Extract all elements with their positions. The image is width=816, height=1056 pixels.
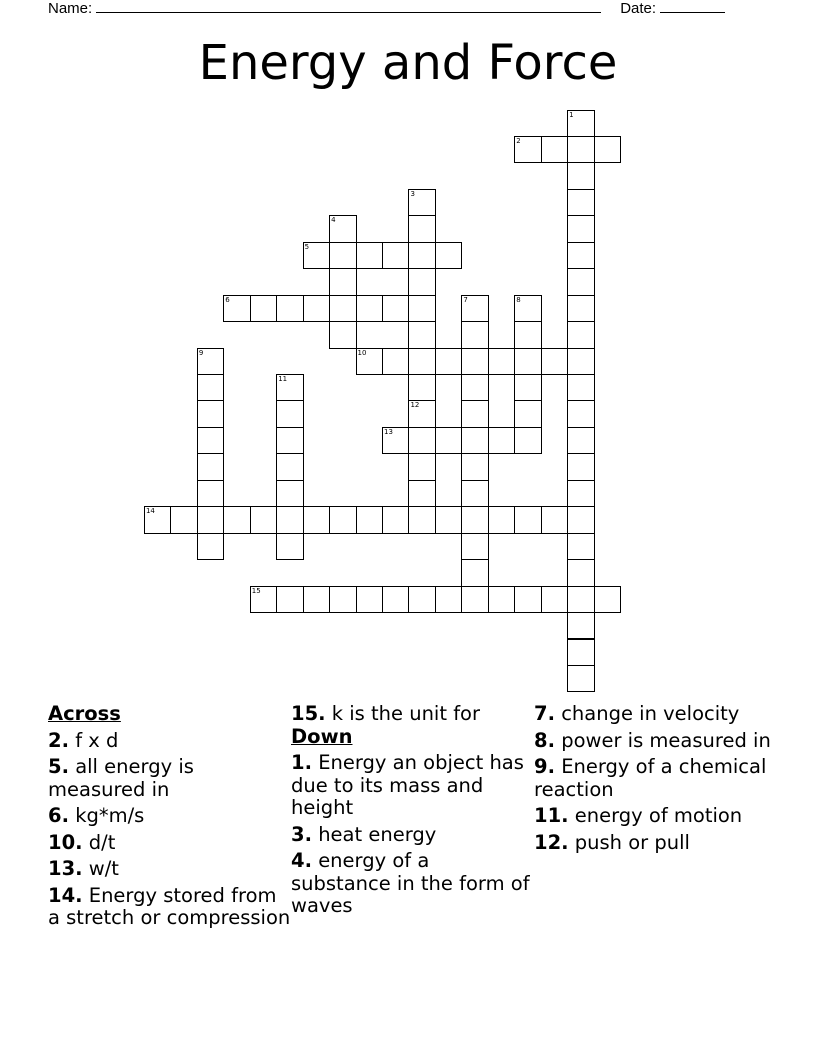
grid-cell[interactable] <box>276 453 303 480</box>
grid-cell[interactable] <box>514 374 541 401</box>
grid-cell[interactable] <box>329 215 356 242</box>
grid-cell[interactable] <box>567 268 594 295</box>
grid-cell[interactable] <box>488 427 515 454</box>
clue-column-3 <box>534 703 777 934</box>
grid-cell[interactable] <box>408 374 435 401</box>
grid-cell[interactable] <box>435 348 462 375</box>
grid-cell[interactable] <box>356 348 383 375</box>
grid-cell[interactable] <box>303 295 330 322</box>
grid-cell[interactable] <box>567 427 594 454</box>
grid-cell[interactable] <box>382 348 409 375</box>
grid-cell[interactable] <box>408 400 435 427</box>
grid-cell[interactable] <box>567 453 594 480</box>
grid-cell[interactable] <box>567 480 594 507</box>
clue-across-10: 10. d/t <box>48 830 116 854</box>
grid-cell[interactable] <box>488 586 515 613</box>
grid-cell[interactable] <box>567 506 594 533</box>
clue-number: 3 <box>410 189 415 198</box>
grid-cell[interactable] <box>408 268 435 295</box>
grid-cell[interactable] <box>250 506 277 533</box>
clue-number: 2 <box>516 136 521 145</box>
grid-cell[interactable] <box>567 639 594 666</box>
grid-cell[interactable] <box>567 374 594 401</box>
grid-cell[interactable] <box>461 586 488 613</box>
grid-cell[interactable] <box>567 295 594 322</box>
grid-cell[interactable] <box>514 321 541 348</box>
clue-number: 8 <box>516 295 521 304</box>
grid-cell[interactable] <box>197 374 224 401</box>
grid-cell[interactable] <box>329 268 356 295</box>
grid-cell[interactable] <box>382 586 409 613</box>
grid-cell[interactable] <box>329 321 356 348</box>
grid-cell[interactable] <box>329 242 356 269</box>
date-label: Date: <box>620 0 657 17</box>
grid-cell[interactable] <box>514 136 541 163</box>
clue-number: 15 <box>251 586 261 595</box>
grid-cell[interactable] <box>408 321 435 348</box>
grid-cell[interactable] <box>382 506 409 533</box>
grid-cell[interactable] <box>197 348 224 375</box>
grid-cell[interactable] <box>435 427 462 454</box>
grid-cell[interactable] <box>594 136 621 163</box>
grid-cell[interactable] <box>408 427 435 454</box>
grid-cell[interactable] <box>329 506 356 533</box>
grid-cell[interactable] <box>567 110 594 137</box>
clue-number: 9 <box>198 348 204 357</box>
grid-cell[interactable] <box>541 586 568 613</box>
down-heading: Down <box>291 724 353 748</box>
grid-cell[interactable] <box>514 348 541 375</box>
grid-cell[interactable] <box>567 321 594 348</box>
clue-number: 14 <box>145 507 155 516</box>
grid-cell[interactable] <box>541 136 568 163</box>
grid-cell[interactable] <box>276 400 303 427</box>
grid-cell[interactable] <box>461 533 488 560</box>
clue-number: 13 <box>384 427 393 436</box>
clue-down-4: 4. energy of a substance in the form of waves <box>291 849 530 917</box>
grid-cell[interactable] <box>329 586 356 613</box>
clue-number: 7 <box>463 295 468 304</box>
grid-cell[interactable] <box>276 427 303 454</box>
clue-down-1: 1. Energy an object has due to its mass and height <box>291 751 524 819</box>
grid-cell[interactable] <box>461 480 488 507</box>
grid-cell[interactable] <box>567 586 594 613</box>
grid-cell[interactable] <box>541 348 568 375</box>
grid-cell[interactable] <box>408 506 435 533</box>
clue-number: 11 <box>278 375 288 383</box>
clue-list <box>48 703 788 934</box>
grid-cell[interactable] <box>303 506 330 533</box>
clue-across-13: 13. w/t <box>48 857 119 880</box>
grid-cell[interactable] <box>514 400 541 427</box>
grid-cell[interactable] <box>514 295 541 322</box>
grid-cell[interactable] <box>488 348 515 375</box>
grid-cell[interactable] <box>461 453 488 480</box>
clue-across-2: 2. f x d <box>48 728 119 752</box>
clue-down-8: 8. power is measured in <box>534 728 771 752</box>
clue-down-12: 12. push or pull <box>534 830 690 854</box>
name-label: Name: <box>48 0 93 17</box>
grid-cell[interactable] <box>197 533 224 560</box>
grid-cell[interactable] <box>594 586 621 613</box>
clue-across-14: 14. Energy stored from a stretch or compression <box>48 883 291 929</box>
clue-column-1 <box>48 703 291 934</box>
clue-number: 1 <box>569 110 574 119</box>
grid-cell[interactable] <box>276 295 303 322</box>
grid-cell[interactable] <box>382 242 409 269</box>
grid-cell[interactable] <box>408 348 435 375</box>
grid-cell[interactable] <box>567 612 594 639</box>
grid-cell[interactable] <box>488 506 515 533</box>
grid-cell[interactable] <box>408 480 435 507</box>
grid-cell[interactable] <box>408 215 435 242</box>
clue-number: 12 <box>410 401 420 410</box>
grid-cell[interactable] <box>250 586 277 613</box>
grid-cell[interactable] <box>276 533 303 560</box>
grid-cell[interactable] <box>408 586 435 613</box>
grid-cell[interactable] <box>461 295 488 322</box>
grid-cell[interactable] <box>435 506 462 533</box>
clue-across-5: 5. all energy is measured in <box>48 755 194 801</box>
grid-cell[interactable] <box>329 295 356 322</box>
grid-cell[interactable] <box>408 189 435 216</box>
clue-down-3: 3. heat energy <box>291 822 437 846</box>
grid-cell[interactable] <box>197 453 224 480</box>
clue-number: 10 <box>357 348 367 357</box>
clue-down-7: 7. change in velocity <box>534 702 740 725</box>
page-title: Energy and Force <box>198 35 618 91</box>
grid-cell[interactable] <box>461 400 488 427</box>
grid-cell[interactable] <box>197 427 224 454</box>
clue-number: 6 <box>225 295 230 304</box>
clue-column-2 <box>291 703 534 934</box>
grid-cell[interactable] <box>276 586 303 613</box>
grid-cell[interactable] <box>435 586 462 613</box>
grid-cell[interactable] <box>461 374 488 401</box>
grid-cell[interactable] <box>461 427 488 454</box>
grid-cell[interactable] <box>461 348 488 375</box>
grid-cell[interactable] <box>408 242 435 269</box>
grid-cell[interactable] <box>303 242 330 269</box>
grid-cell[interactable] <box>144 506 171 533</box>
grid-cell[interactable] <box>197 506 224 533</box>
grid-cell[interactable] <box>567 162 594 189</box>
grid-cell[interactable] <box>170 506 197 533</box>
grid-cell[interactable] <box>567 559 594 586</box>
grid-cell[interactable] <box>567 189 594 216</box>
grid-cell[interactable] <box>567 136 594 163</box>
grid-cell[interactable] <box>223 506 250 533</box>
grid-cell[interactable] <box>382 427 409 454</box>
clue-down-9: 9. Energy of a chemical reaction <box>534 755 767 801</box>
clue-across-6: 6. kg*m/s <box>48 804 145 827</box>
grid-cell[interactable] <box>408 453 435 480</box>
grid-cell[interactable] <box>461 506 488 533</box>
grid-cell[interactable] <box>461 321 488 348</box>
grid-cell[interactable] <box>567 242 594 269</box>
grid-cell[interactable] <box>197 480 224 507</box>
grid-cell[interactable] <box>276 506 303 533</box>
grid-cell[interactable] <box>303 586 330 613</box>
grid-cell[interactable] <box>514 586 541 613</box>
grid-cell[interactable] <box>223 295 250 322</box>
grid-cell[interactable] <box>567 400 594 427</box>
grid-cell[interactable] <box>276 374 303 401</box>
grid-cell[interactable] <box>356 295 383 322</box>
grid-cell[interactable] <box>356 242 383 269</box>
across-heading: Across <box>48 702 121 725</box>
grid-cell[interactable] <box>514 506 541 533</box>
grid-cell[interactable] <box>567 665 594 692</box>
grid-cell[interactable] <box>541 506 568 533</box>
grid-cell[interactable] <box>435 242 462 269</box>
clue-number: 5 <box>304 242 310 251</box>
grid-cell[interactable] <box>514 427 541 454</box>
grid-cell[interactable] <box>382 295 409 322</box>
grid-cell[interactable] <box>250 295 277 322</box>
clue-down-11: 11. energy of motion <box>534 804 743 827</box>
grid-cell[interactable] <box>276 480 303 507</box>
grid-cell[interactable] <box>408 295 435 322</box>
clue-across-15: 15. k is the unit for <box>291 702 481 725</box>
clue-number: 4 <box>331 216 336 225</box>
grid-cell[interactable] <box>567 348 594 375</box>
grid-cell[interactable] <box>461 559 488 586</box>
grid-cell[interactable] <box>567 533 594 560</box>
grid-cell[interactable] <box>197 400 224 427</box>
grid-cell[interactable] <box>356 506 383 533</box>
grid-cell[interactable] <box>567 215 594 242</box>
grid-cell[interactable] <box>356 586 383 613</box>
